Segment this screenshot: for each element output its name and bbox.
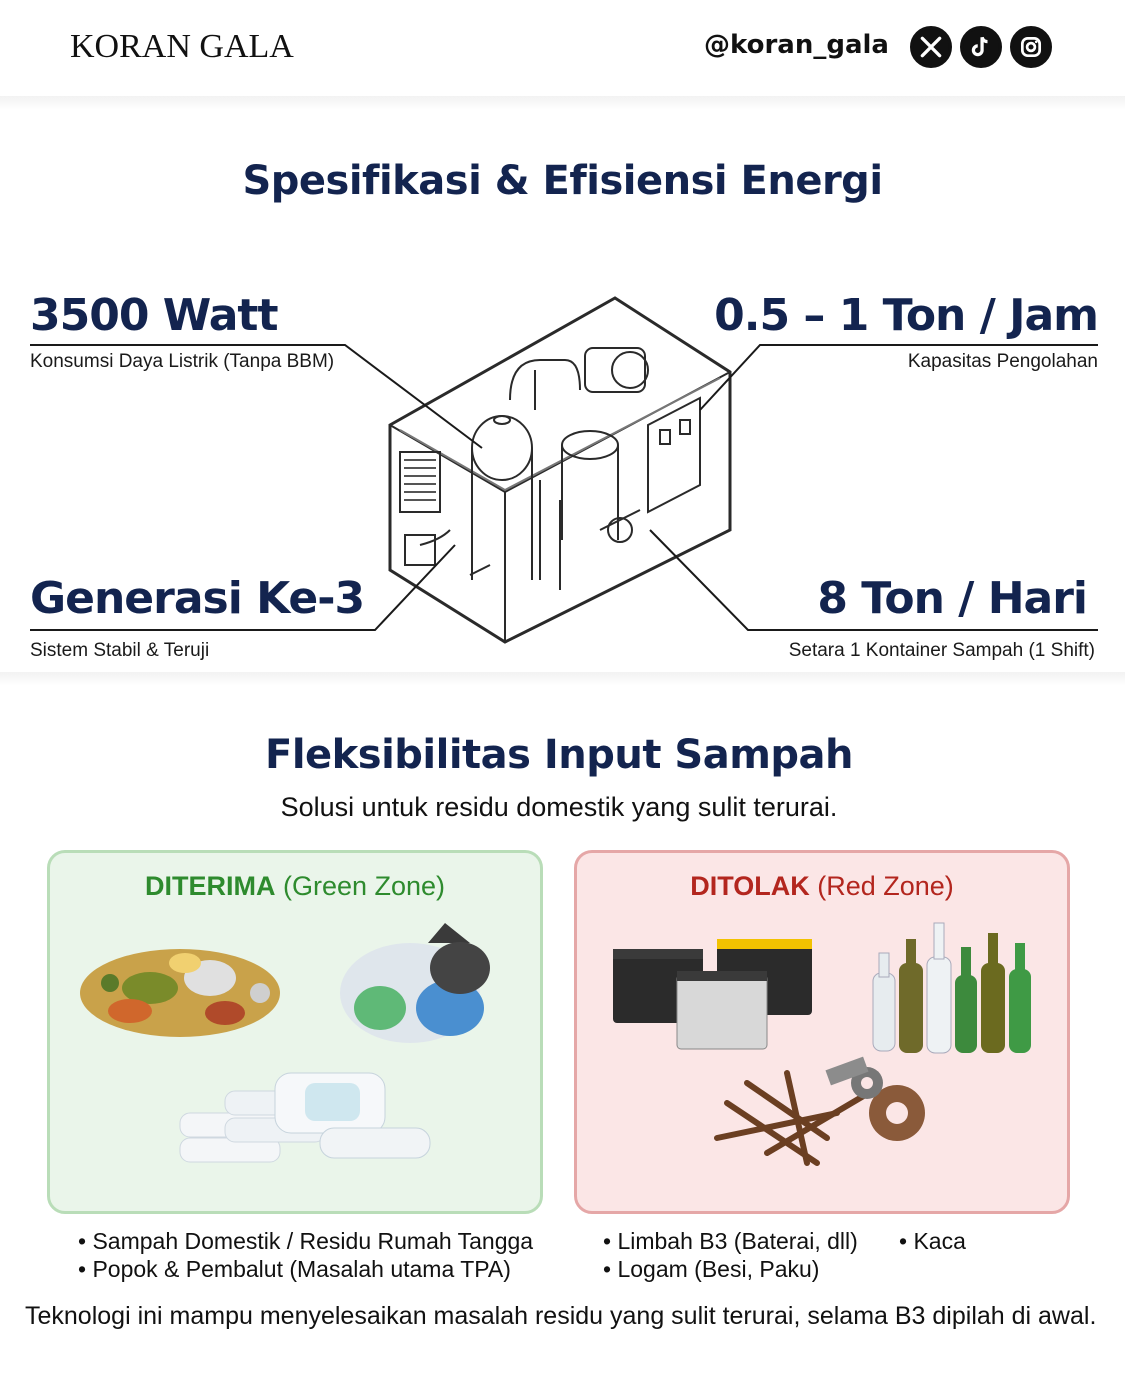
red-zone-title-bold: DITOLAK <box>690 871 810 901</box>
section-divider <box>0 672 1125 686</box>
red-zone-title-rest: (Red Zone) <box>817 871 954 901</box>
red-item-b3-text: Limbah B3 (Baterai, dll) <box>617 1228 858 1254</box>
green-item-diapers: • Popok & Pembalut (Masalah utama TPA) <box>78 1256 511 1282</box>
green-item-domestic: • Sampah Domestik / Residu Rumah Tangga <box>78 1228 534 1254</box>
green-item-domestic-text: Sampah Domestik / Residu Rumah Tangga <box>92 1228 534 1254</box>
social-handle[interactable]: @koran_gala <box>704 30 889 60</box>
section-title-input: Fleksibilitas Input Sampah <box>265 732 853 778</box>
header-divider <box>0 96 1125 110</box>
stat-generation-value: Generasi Ke-3 <box>30 573 365 624</box>
stat-daily-value: 8 Ton / Hari <box>817 573 1087 624</box>
red-zone-card <box>574 850 1070 1214</box>
footer-note: Teknologi ini mampu menyelesaikan masalah residu yang sulit terurai, selama B3 dipilah di awal. <box>25 1302 1097 1330</box>
x-icon[interactable] <box>910 26 952 68</box>
accepted-waste-illustration <box>50 913 540 1203</box>
rejected-waste-illustration <box>577 913 1067 1203</box>
tiktok-icon[interactable] <box>960 26 1002 68</box>
green-item-diapers-text: Popok & Pembalut (Masalah utama TPA) <box>92 1256 511 1282</box>
instagram-icon[interactable] <box>1010 26 1052 68</box>
brand-logo: KORAN GALA <box>70 28 294 65</box>
red-item-metal: • Logam (Besi, Paku) <box>603 1256 820 1282</box>
stat-capacity-value: 0.5 – 1 Ton / Jam <box>714 290 1098 341</box>
red-item-metal-text: Logam (Besi, Paku) <box>617 1256 820 1282</box>
stat-power-value: 3500 Watt <box>30 290 278 341</box>
section-subtitle: Solusi untuk residu domestik yang sulit terurai. <box>280 792 838 822</box>
red-zone-title <box>577 871 1067 902</box>
stat-power-label: Konsumsi Daya Listrik (Tanpa BBM) <box>30 351 335 372</box>
green-zone-title-bold: DITERIMA <box>144 871 276 901</box>
stat-generation-label: Sistem Stabil & Teruji <box>30 640 210 661</box>
green-zone-title-rest: (Green Zone) <box>282 871 446 901</box>
green-zone-card <box>47 850 543 1214</box>
green-zone-title <box>50 871 540 902</box>
stat-daily-label: Setara 1 Kontainer Sampah (1 Shift) <box>788 640 1095 661</box>
red-item-b3: • Limbah B3 (Baterai, dll) <box>603 1228 858 1254</box>
red-item-glass-text: Kaca <box>913 1228 966 1254</box>
red-item-glass: • Kaca <box>899 1228 966 1254</box>
section-title-specs: Spesifikasi & Efisiensi Energi <box>242 158 883 204</box>
stat-capacity-label: Kapasitas Pengolahan <box>907 351 1098 372</box>
